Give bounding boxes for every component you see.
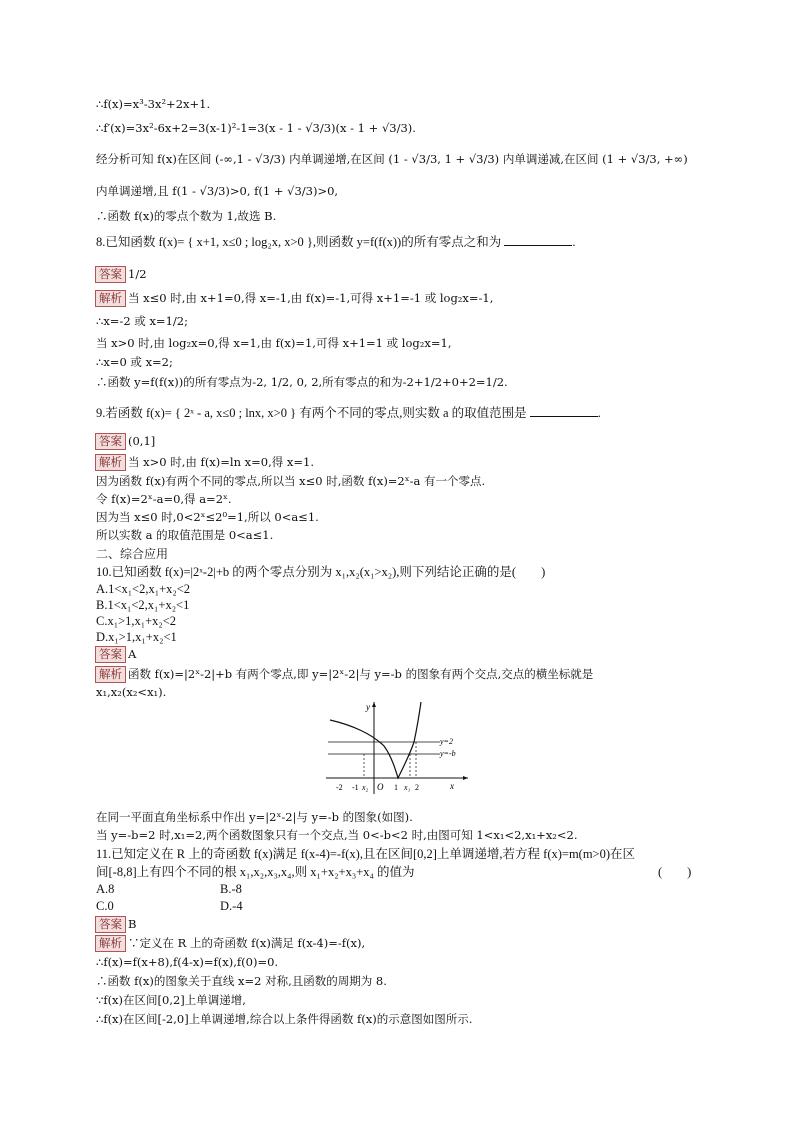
option-a: A.8 — [96, 882, 115, 896]
analysis-line: ∴f(x)在区间[-2,0]上单调递增,综合以上条件得函数 f(x)的示意图如图所示. — [96, 1012, 473, 1026]
analysis-line: 函数 f(x)=|2ˣ-2|+b 有两个零点,即 y=|2ˣ-2|与 y=-b 的图象有两个交点,交点的横坐标就是 — [128, 667, 594, 681]
question-11-stem: 间[-8,8]上有四个不同的根 x₁,x₂,x₃,x₄,则 x₁+x₂+x₃+x₄ 的值为 — [96, 865, 415, 879]
answer-tag: 答案 — [95, 433, 126, 450]
option-d: D.x₁>1,x₁+x₂<1 — [96, 630, 177, 644]
analysis-line: 在同一平面直角坐标系中作出 y=|2ˣ-2|与 y=-b 的图象(如图). — [96, 810, 413, 824]
answer-value: B — [128, 917, 137, 931]
analysis-line: ∴x=0 或 x=2; — [96, 355, 173, 369]
analysis-line: ∴f(x)=f(x+8),f(4-x)=f(x),f(0)=0. — [96, 955, 279, 969]
x-axis-arrow — [463, 776, 468, 780]
solution-line: 经分析可知 f(x)在区间 (-∞,1 - √3/3) 内单调递增,在区间 (1 - √3/3, 1 + √3/3) 内单调递减,在区间 (1 + √3/3, +∞) — [96, 152, 688, 166]
answer-value: 1/2 — [128, 267, 147, 281]
answer-value: A — [128, 647, 137, 661]
analysis-tag: 解析 — [95, 935, 126, 952]
option-b: B.-8 — [220, 882, 242, 896]
answer-tag: 答案 — [95, 646, 126, 663]
option-a: A.1<x₁<2,x₁+x₂<2 — [96, 582, 191, 596]
option-b: B.1<x₁<2,x₁+x₂<1 — [96, 598, 190, 612]
analysis-line: 当 x>0 时,由 log₂x=0,得 x=1,由 f(x)=1,可得 x+1=1 或 log₂x=1, — [96, 336, 452, 350]
analysis-line: 所以实数 a 的取值范围是 0<a≤1. — [96, 528, 274, 542]
tick-label: x₂ — [362, 783, 369, 792]
question-8-stem: 8.已知函数 f(x)= { x+1, x≤0 ; log₂x, x>0 },则函数 y=f(f(x))的所有零点之和为 . — [96, 235, 576, 249]
section-heading: 二、综合应用 — [96, 547, 169, 561]
x-axis-label: x — [450, 781, 454, 791]
tick-label: 1 — [394, 783, 398, 792]
answer-blank — [504, 235, 572, 246]
answer-tag: 答案 — [95, 916, 126, 933]
analysis-line: ∴函数 f(x)的图象关于直线 x=2 对称,且函数的周期为 8. — [96, 974, 387, 988]
tick-label: 2 — [415, 783, 419, 792]
analysis-tag: 解析 — [95, 666, 126, 683]
option-c: C.x₁>1,x₁+x₂<2 — [96, 614, 177, 628]
analysis-tag: 解析 — [95, 454, 126, 471]
answer-value: (0,1] — [128, 434, 156, 448]
analysis-line: ∵定义在 R 上的奇函数 f(x)满足 f(x-4)=-f(x), — [128, 936, 366, 950]
analysis-tag: 解析 — [95, 290, 126, 307]
option-c: C.0 — [96, 899, 114, 913]
answer-tag: 答案 — [95, 266, 126, 283]
y-axis-arrow — [372, 702, 376, 707]
analysis-line: 因为当 x≤0 时,0<2ˣ≤2⁰=1,所以 0<a≤1. — [96, 510, 319, 524]
analysis-line: x₁,x₂(x₂<x₁). — [96, 685, 167, 699]
tick-label: -2 — [336, 783, 343, 792]
option-d: D.-4 — [220, 899, 243, 913]
question-10-stem: 10.已知函数 f(x)=|2ˣ-2|+b 的两个零点分别为 x₁,x₂(x₁>x₂),则下列结论正确的是( ) — [96, 565, 546, 579]
line-label: y=-b — [440, 749, 456, 758]
analysis-line: ∵f(x)在区间[0,2]上单调递增, — [96, 993, 246, 1007]
function-graph — [322, 698, 472, 798]
solution-line: ∴函数 f(x)的零点个数为 1,故选 B. — [96, 209, 277, 223]
solution-line: ∴f(x)=x³-3x²+2x+1. — [96, 97, 211, 111]
answer-paren: ( ) — [658, 865, 692, 879]
question-9-stem: 9.若函数 f(x)= { 2ˣ - a, x≤0 ; lnx, x>0 } 有两个不同的零点,则实数 a 的取值范围是 . — [96, 406, 601, 420]
analysis-line: 因为函数 f(x)有两个不同的零点,所以当 x≤0 时,函数 f(x)=2ˣ-a 有一个零点. — [96, 474, 486, 488]
analysis-line: 令 f(x)=2ˣ-a=0,得 a=2ˣ. — [96, 492, 232, 506]
line-label: y=2 — [440, 737, 453, 746]
origin-label: O — [377, 782, 384, 792]
analysis-line: 当 y=-b=2 时,x₁=2,两个函数图象只有一个交点,当 0<-b<2 时,由图可知 1<x₁<2,x₁+x₂<2. — [96, 828, 578, 842]
tick-label: x₁ — [404, 783, 411, 792]
analysis-line: ∴函数 y=f(f(x))的所有零点为-2, 1/2, 0, 2,所有零点的和为-2+1/2+0+2=1/2. — [96, 375, 508, 389]
y-axis-label: y — [366, 702, 370, 712]
analysis-line: ∴x=-2 或 x=1/2; — [96, 314, 188, 328]
solution-line: 内单调递增,且 f(1 - √3/3)>0, f(1 + √3/3)>0, — [96, 184, 339, 198]
analysis-line: 当 x>0 时,由 f(x)=ln x=0,得 x=1. — [128, 455, 314, 469]
tick-label: -1 — [352, 783, 359, 792]
curve-abs-exp — [330, 702, 421, 778]
analysis-line: 当 x≤0 时,由 x+1=0,得 x=-1,由 f(x)=-1,可得 x+1=-1 或 log₂x=-1, — [128, 291, 494, 305]
answer-blank — [530, 406, 598, 417]
question-11-stem: 11.已知定义在 R 上的奇函数 f(x)满足 f(x-4)=-f(x),且在区间[0,2]上单调递增,若方程 f(x)=m(m>0)在区 — [96, 847, 636, 861]
solution-line: ∴f′(x)=3x²-6x+2=3(x-1)²-1=3(x - 1 - √3/3)(x - 1 + √3/3). — [96, 121, 416, 135]
